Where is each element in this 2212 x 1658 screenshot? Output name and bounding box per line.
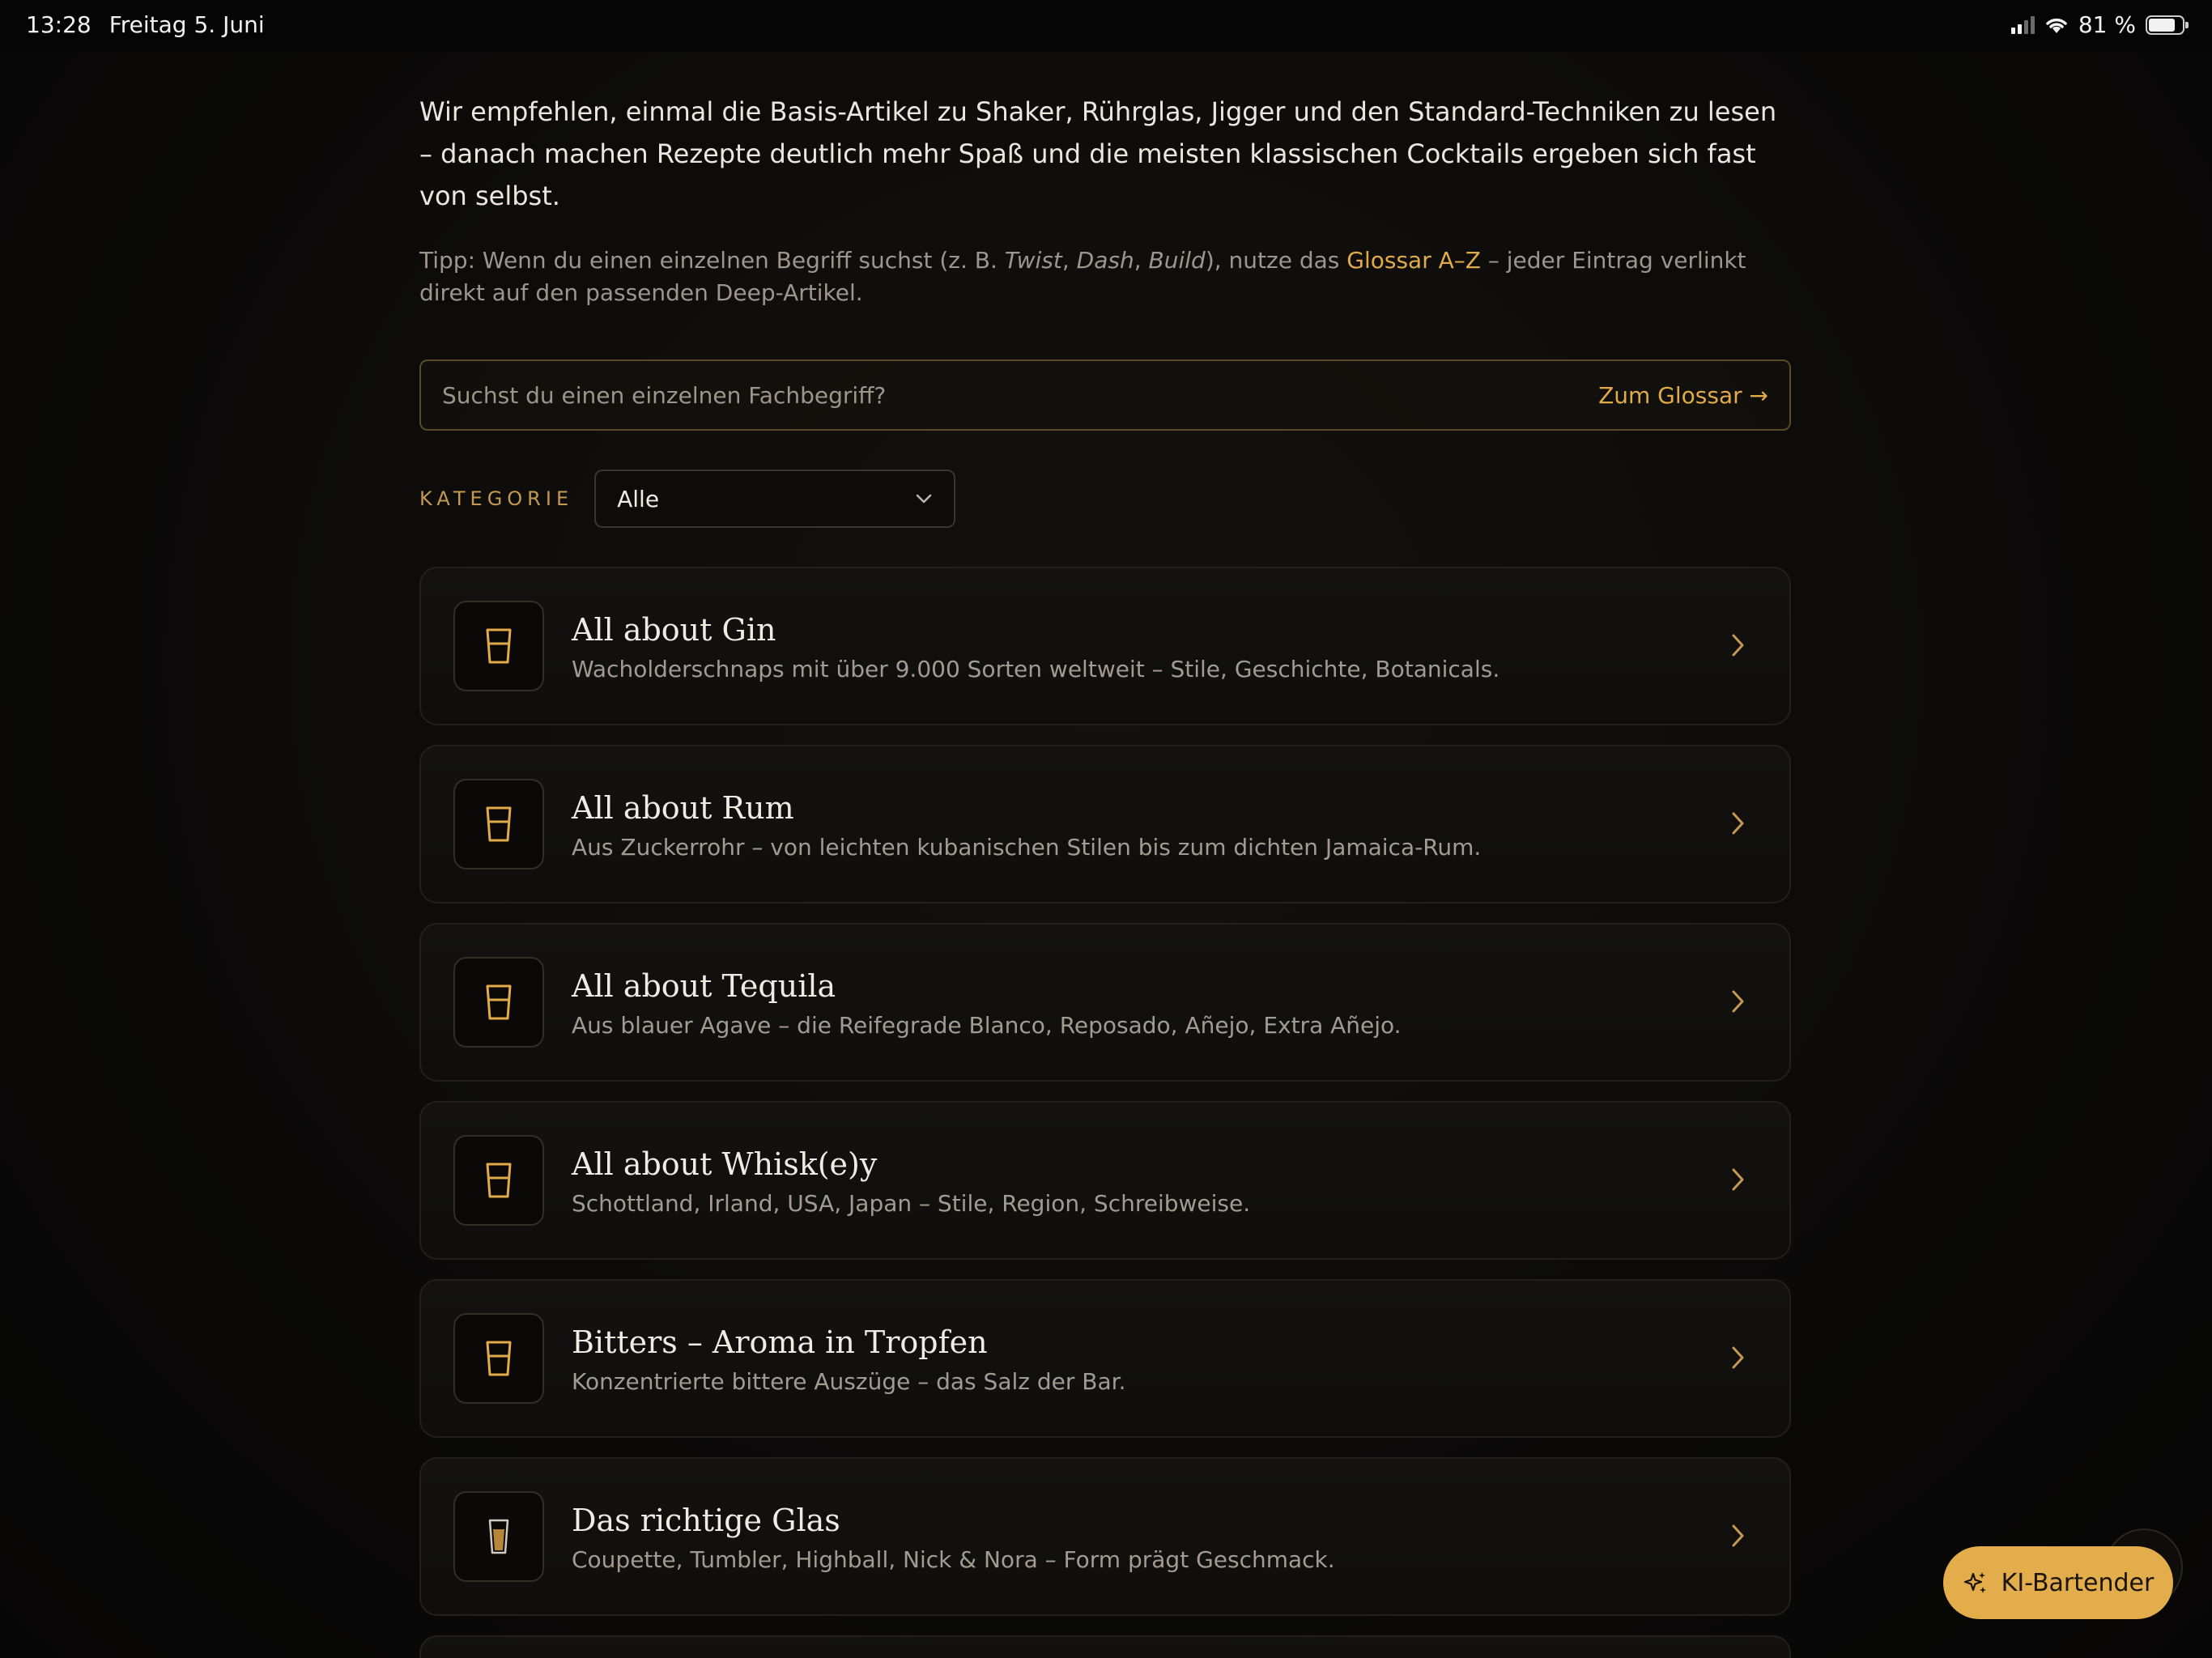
wifi-icon [2044, 15, 2069, 35]
chevron-right-icon [1729, 810, 1747, 837]
glossar-question: Suchst du einen einzelnen Fachbegriff? [442, 381, 887, 409]
article-card-rum[interactable] [419, 745, 1791, 903]
article-card-whiskey[interactable] [419, 1101, 1791, 1260]
category-label: KATEGORIE [419, 487, 574, 510]
article-description: Coupette, Tumbler, Highball, Nick & Nora – Form prägt Geschmack. [572, 1545, 1335, 1573]
intro-text: Wir empfehlen, einmal die Basis-Artikel zu Shaker, Rührglas, Jigger und den Standard-Techniken zu lesen – danach machen Rezepte deutlich mehr Spaß und die meisten klassischen Cocktails ergeben sich fast von selbst. [419, 96, 1777, 211]
article-card-gin[interactable] [419, 567, 1791, 725]
chevron-right-icon [1729, 1166, 1747, 1193]
tumbler-icon [453, 957, 544, 1048]
cellular-signal-icon [2011, 16, 2035, 34]
tip-text [419, 244, 1788, 309]
tip-separator: , [1061, 247, 1077, 274]
chevron-right-icon [1729, 1522, 1747, 1550]
tumbler-icon [453, 1313, 544, 1404]
article-description: Aus blauer Agave – die Reifegrade Blanco, Reposado, Añejo, Extra Añejo. [572, 1011, 1402, 1039]
article-description: Konzentrierte bittere Auszüge – das Salz der Bar. [572, 1367, 1126, 1395]
article-description: Schottland, Irland, USA, Japan – Stile, Region, Schreibweise. [572, 1189, 1251, 1217]
article-title: All about Tequila [572, 967, 836, 1004]
tip-separator: , [1134, 247, 1149, 274]
tip-term-twist: Twist [1004, 247, 1062, 274]
tip-term-dash: Dash [1076, 247, 1134, 274]
tip-suffix: – jeder Eintrag verlinkt direkt auf den passenden Deep-Artikel. [419, 247, 1746, 306]
glass-icon [453, 1491, 544, 1582]
chevron-down-icon [915, 493, 933, 504]
chevron-right-icon [1729, 631, 1747, 659]
battery-percent: 81 % [2078, 11, 2136, 38]
article-title: Das richtige Glas [572, 1502, 840, 1538]
tumbler-icon [453, 601, 544, 691]
article-description: Aus Zuckerrohr – von leichten kubanischen Stilen bis zum dichten Jamaica-Rum. [572, 833, 1482, 861]
ki-bartender-label: KI-Bartender [2001, 1568, 2155, 1597]
article-card-partial[interactable] [419, 1635, 1791, 1658]
article-card-tequila[interactable] [419, 923, 1791, 1082]
glossar-link[interactable]: Glossar A–Z [1346, 247, 1481, 274]
tip-term-build: Build [1148, 247, 1206, 274]
article-title: All about Gin [572, 611, 776, 648]
category-filter [419, 470, 1791, 528]
tip-prefix: Tipp: Wenn du einen einzelnen Begriff suchst (z. B. [419, 247, 1005, 274]
sparkle-icon [1963, 1570, 1989, 1596]
tumbler-icon [453, 1135, 544, 1226]
tumbler-icon [453, 779, 544, 869]
status-date: Freitag 5. Juni [108, 11, 265, 38]
article-card-bitters[interactable] [419, 1279, 1791, 1438]
article-description: Wacholderschnaps mit über 9.000 Sorten weltweit – Stile, Geschichte, Botanicals. [572, 655, 1500, 682]
article-title: All about Whisk(e)y [572, 1146, 878, 1182]
article-title: All about Rum [572, 789, 794, 826]
status-bar [0, 0, 2212, 52]
article-card-glass[interactable] [419, 1457, 1791, 1616]
chevron-right-icon [1729, 1344, 1747, 1371]
article-title: Bitters – Aroma in Tropfen [572, 1324, 988, 1360]
chevron-right-icon [1729, 988, 1747, 1015]
glossar-banner[interactable] [419, 359, 1791, 431]
tip-middle: ), nutze das [1205, 247, 1347, 274]
main-content [419, 52, 1791, 1658]
ki-bartender-button[interactable] [1943, 1546, 2173, 1619]
status-time: 13:28 [26, 11, 91, 38]
battery-icon [2146, 15, 2184, 35]
category-select[interactable] [594, 470, 955, 528]
category-selected-value: Alle [617, 485, 660, 512]
article-list [419, 567, 1791, 1658]
glossar-button[interactable]: Zum Glossar → [1598, 381, 1768, 409]
